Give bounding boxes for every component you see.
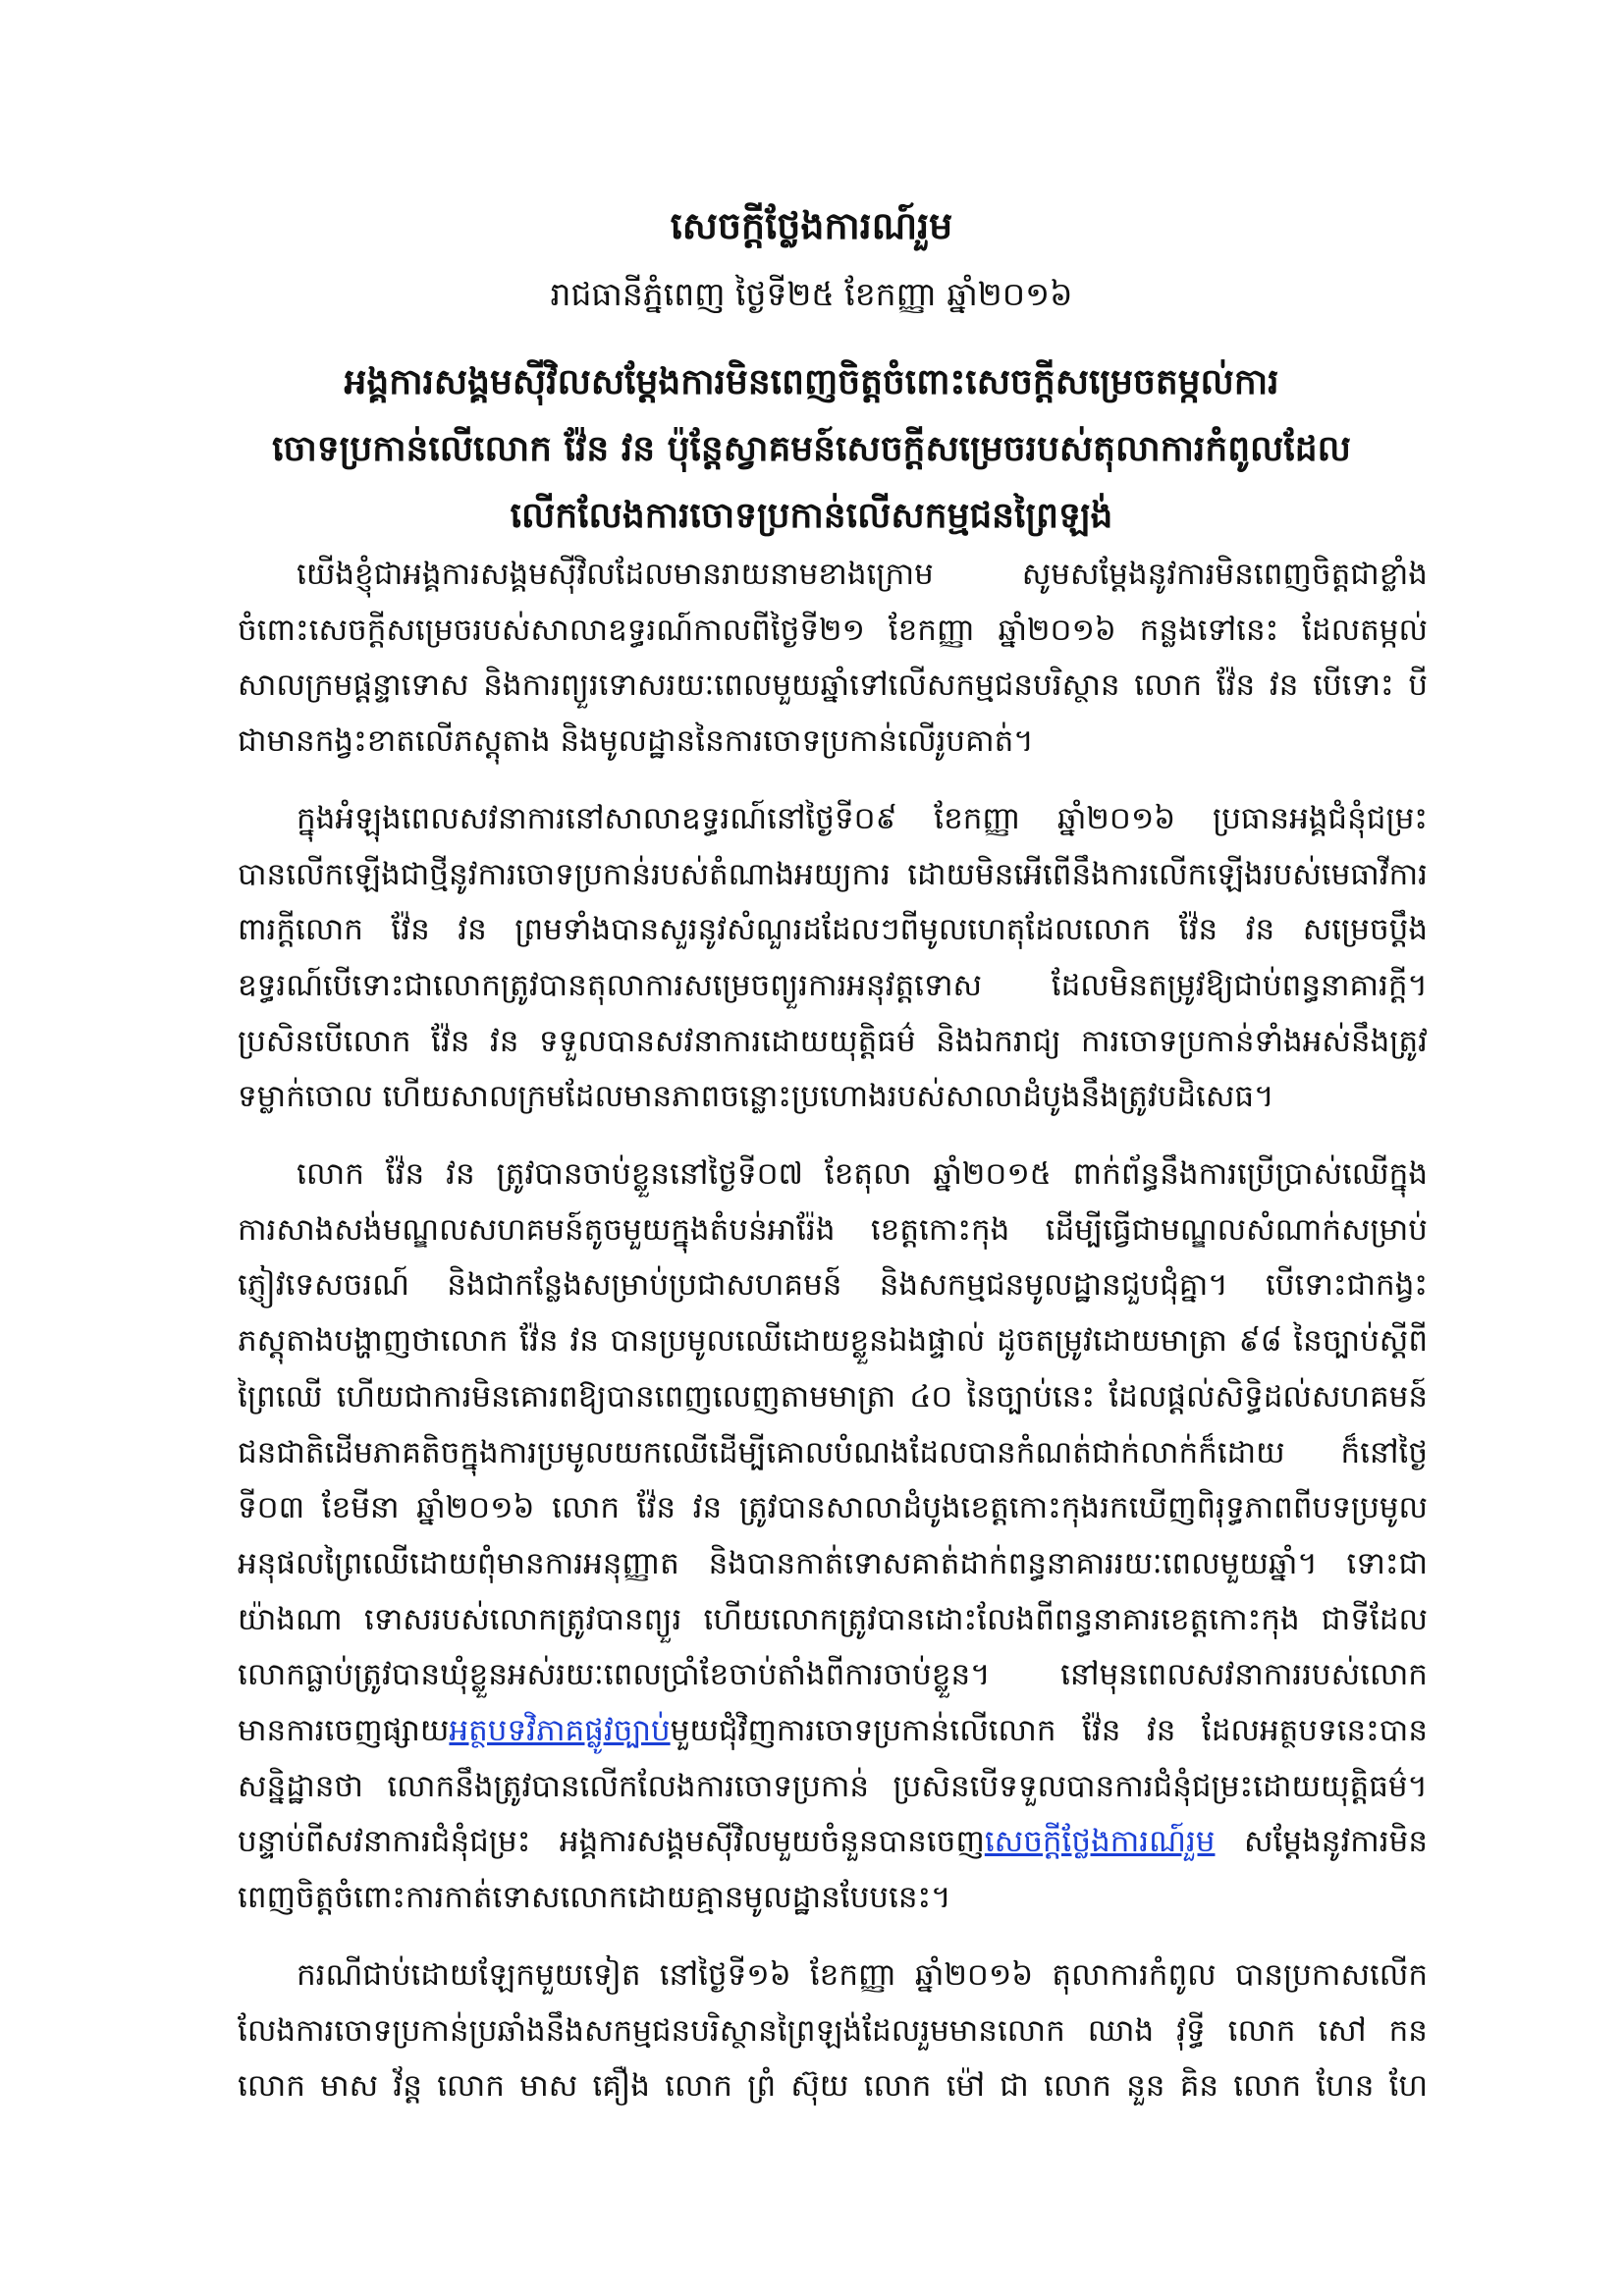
text-line: សាលក្រមផ្តន្ទាទោស និងការព្យួរទោសរយៈពេលមួយឆ្នាំទៅលើសកម្មជនបរិស្ថាន លោក វ៉ែន វន បើទោះ បី: [238, 667, 1428, 704]
text-line: ចំពោះសេចក្តីសម្រេចរបស់សាលាឧទ្ធរណ៍កាលពីថ្ងៃទី២១ ខែកញ្ញា ឆ្នាំ២០១៦ កន្លងទៅនេះ ដែលតម្កល់: [238, 612, 1428, 648]
paragraph-3: [238, 1147, 1428, 1926]
text-line: ទម្លាក់ចោល ហើយសាលក្រមដែលមានភាពចន្លោះប្រហោងរបស់សាលាដំបូងនឹងត្រូវបដិសេធ។: [238, 1079, 1274, 1115]
text-line: ព្រៃឈើ ហើយជាការមិនគោរពឱ្យបានពេញលេញតាមមាត្រា ៤០ នៃច្បាប់នេះ ដែលផ្តល់សិទ្ធិដល់សហគមន៍: [238, 1378, 1428, 1415]
text-line: ប្រសិនបើលោក វ៉ែន វន ទទួលបានសវនាការដោយយុត្តិធម៌ និងឯករាជ្យ ការចោទប្រកាន់ទាំងអស់នឹងត្រូវ: [238, 1023, 1428, 1059]
text-line: ក្នុងអំឡុងពេលសវនាការនៅសាលាឧទ្ធរណ៍នៅថ្ងៃទី០៩ ខែកញ្ញា ឆ្នាំ២០១៦ ប្រធានអង្គជំនុំជម្រះ: [297, 800, 1428, 836]
text-line: សន្និដ្ឋានថា លោកនឹងត្រូវបានលើកលែងការចោទប្រកាន់ ប្រសិនបើទទួលបានការជំនុំជម្រះដោយយុត្តិធម៌។: [238, 1768, 1428, 1804]
text-line-with-link: [238, 1703, 1428, 1759]
paragraph-4: [238, 1948, 1428, 2114]
headline: [196, 349, 1427, 550]
text-line: ជាមានកង្វះខាតលើភស្តុតាង និងមូលដ្ឋាននៃការចោទប្រកាន់លើរូបគាត់។: [238, 723, 1034, 760]
text-line: លោក វ៉ែន វន ត្រូវបានចាប់ខ្លួននៅថ្ងៃទី០៧ ខែតុលា ឆ្នាំ២០១៥ ពាក់ព័ន្ធនឹងការប្រើប្រាស់ឈើក្នុង: [297, 1156, 1428, 1193]
text-line-with-link: [238, 1814, 1428, 1870]
text-line: ភ្ញៀវទេសចរណ៍ និងជាកន្លែងសម្រាប់ប្រជាសហគមន៍ និងសកម្មជនមូលដ្ឋានជួបជុំគ្នា។ បើទោះជាកង្វះ: [238, 1267, 1428, 1304]
text-line: ភស្តុតាងបង្ហាញថាលោក វ៉ែន វន បានប្រមូលឈើដោយខ្លួនឯងផ្ទាល់ ដូចតម្រូវដោយមាត្រា ៩៨ នៃច្បាប់ស្តីពី: [238, 1323, 1428, 1360]
headline-line: លើកលែងការចោទប្រកាន់លើសកម្មជនព្រៃឡង់: [510, 496, 1113, 536]
text-line: ការសាងសង់មណ្ឌលសហគមន៍តូចមួយក្នុងតំបន់អារ៉ែង ខេត្តកោះកុង ដើម្បីធ្វើជាមណ្ឌលសំណាក់សម្រាប់: [238, 1211, 1428, 1248]
text-segment: បន្ទាប់ពីសវនាការជំនុំជម្រះ អង្គការសង្គមស៊ីវិលមួយចំនួនបានចេញ: [238, 1824, 985, 1860]
text-line: យើងខ្ញុំជាអង្គការសង្គមស៊ីវិលដែលមានរាយនាមខាងក្រោម សូមសម្តែងនូវការមិនពេញចិត្តជាខ្លាំង: [297, 557, 1428, 592]
text-line: ពារក្តីលោក វ៉ែន វន ព្រមទាំងបានសួរនូវសំណួរដដែលៗពីមូលហេតុដែលលោក វ៉ែន វន សម្រេចប្តឹង: [238, 912, 1428, 948]
paragraph-2: [238, 791, 1428, 1125]
text-segment: សម្តែងនូវការមិន: [1215, 1824, 1428, 1860]
document-title: សេចក្តីថ្លែងការណ៍រួម: [670, 204, 953, 247]
body-text: [238, 547, 1428, 2136]
headline-line: អង្គការសង្គមស៊ីវិលសម្តែងការមិនពេញចិត្តចំពោះសេចក្តីសម្រេចតម្កល់ការ: [344, 362, 1279, 402]
text-line: ជនជាតិដើមភាគតិចក្នុងការប្រមូលយកឈើដើម្បីគោលបំណងដែលបានកំណត់ជាក់លាក់ក៏ដោយ ក៏នៅថ្ងៃ: [238, 1434, 1428, 1470]
text-segment: មានការចេញផ្សាយ: [238, 1713, 450, 1749]
text-line: ករណីជាប់ដោយឡែកមួយទៀត នៅថ្ងៃទី១៦ ខែកញ្ញា ឆ្នាំ២០១៦ តុលាការកំពូល បានប្រកាសលើក: [297, 1956, 1428, 1993]
dateline: រាជធានីភ្នំពេញ ថ្ងៃទី២៥ ខែកញ្ញា ឆ្នាំ២០១៦: [550, 275, 1073, 313]
text-line: លោកធ្លាប់ត្រូវបានឃុំខ្លួនអស់រយៈពេលប្រាំខែចាប់តាំងពីការចាប់ខ្លួន។ នៅមុនពេលសវនាការរបស់លោក: [238, 1657, 1428, 1693]
paragraph-1: [238, 547, 1428, 770]
text-line: អនុផលព្រៃឈើដោយពុំមានការអនុញ្ញាត និងបានកាត់ទោសគាត់ដាក់ពន្ធនាគាររយៈពេលមួយឆ្នាំ។ ទោះជា: [238, 1545, 1428, 1581]
legal-analysis-link[interactable]: អត្ថបទវិភាគផ្លូវច្បាប់: [449, 1713, 671, 1749]
joint-statement-link[interactable]: សេចក្តីថ្លែងការណ៍រួម: [984, 1824, 1216, 1860]
text-line: លោក មាស វ័ន្ត លោក មាស គឿង លោក ព្រំ ស៊ុយ លោក ម៉ៅ ជា លោក នួន គិន លោក ហែន ហែ: [238, 2068, 1428, 2105]
text-line: ពេញចិត្តចំពោះការកាត់ទោសលោកដោយគ្មានមូលដ្ឋានបែបនេះ។: [238, 1880, 951, 1916]
text-segment: មួយជុំវិញការចោទប្រកាន់លើលោក វ៉ែន វន ដែលអត្ថបទនេះបាន: [670, 1713, 1428, 1749]
text-line: លែងការចោទប្រកាន់ប្រឆាំងនឹងសកម្មជនបរិស្ថានព្រៃឡង់ដែលរួមមានលោក ឈាង វុទ្ធី លោក សៅ កន: [238, 2012, 1428, 2049]
text-line: បានលើកឡើងជាថ្មីនូវការចោទប្រកាន់របស់តំណាងអយ្យការ ដោយមិនអើពើនឹងការលើកឡើងរបស់មេធាវីការ: [238, 856, 1428, 892]
text-line: យ៉ាងណា ទោសរបស់លោកត្រូវបានព្យួរ ហើយលោកត្រូវបានដោះលែងពីពន្ធនាគារខេត្តកោះកុង ជាទីដែល: [238, 1601, 1428, 1637]
text-line: ឧទ្ធរណ៍បើទោះជាលោកត្រូវបានតុលាការសម្រេចព្យួរការអនុវត្តទោស ដែលមិនតម្រូវឱ្យជាប់ពន្ធនាគារក្តី។: [238, 967, 1428, 1003]
text-line: ទី០៣ ខែមីនា ឆ្នាំ២០១៦ លោក វ៉ែន វន ត្រូវបានសាលាដំបូងខេត្តកោះកុងរកឃើញពិរុទ្ធភាពពីបទប្រមូល: [238, 1490, 1428, 1526]
headline-line: ចោទប្រកាន់លើលោក វ៉ែន វន ប៉ុន្តែស្វាគមន៍សេចក្តីសម្រេចរបស់តុលាការកំពូលដែល: [272, 429, 1351, 469]
